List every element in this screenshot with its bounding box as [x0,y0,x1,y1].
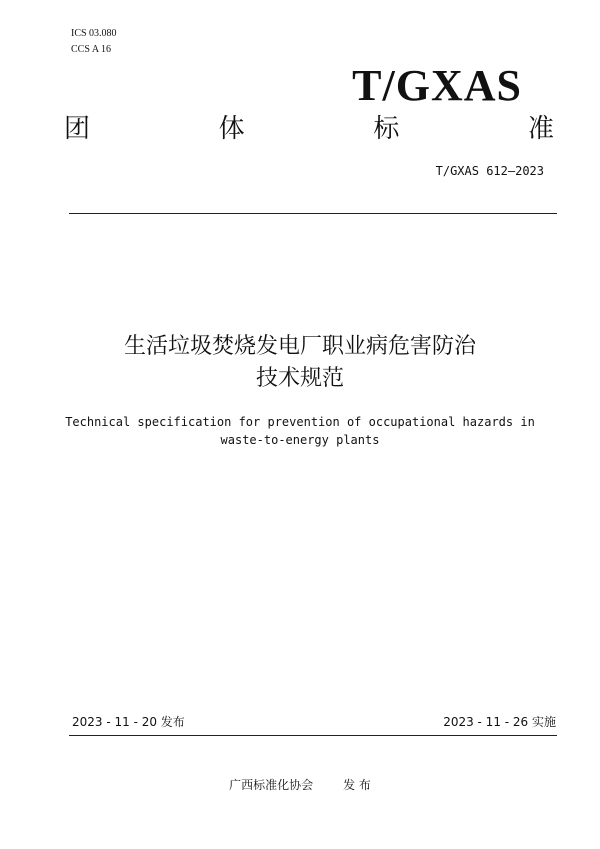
publish-date: 2023 - 11 - 20 发布 [72,715,185,729]
ics-code: ICS 03.080 [71,28,117,39]
issuer-name: 广西标准化协会 [229,778,314,792]
standard-type [64,112,554,146]
standard-number: T/GXAS 612—2023 [435,164,544,178]
issuer [0,777,600,793]
title-en-line1: Technical specification for prevention of occupational hazards in [65,415,535,429]
ccs-code: CCS A 16 [71,44,112,55]
standard-logo: T/GXAS [352,61,522,110]
title-cn-line1: 生活垃圾焚烧发电厂职业病危害防治 [123,334,476,359]
top-divider [69,213,557,214]
standard-type-char: 标 [373,114,400,144]
standard-type-char: 体 [218,114,245,144]
title-cn-line2: 技术规范 [255,366,344,391]
title-en-line2: waste-to-energy plants [220,433,380,447]
implement-date: 2023 - 11 - 26 实施 [443,715,556,729]
bottom-divider [69,735,557,736]
standard-type-char: 准 [527,114,554,144]
issue-word: 发 布 [343,778,371,792]
standard-type-char: 团 [64,114,91,144]
